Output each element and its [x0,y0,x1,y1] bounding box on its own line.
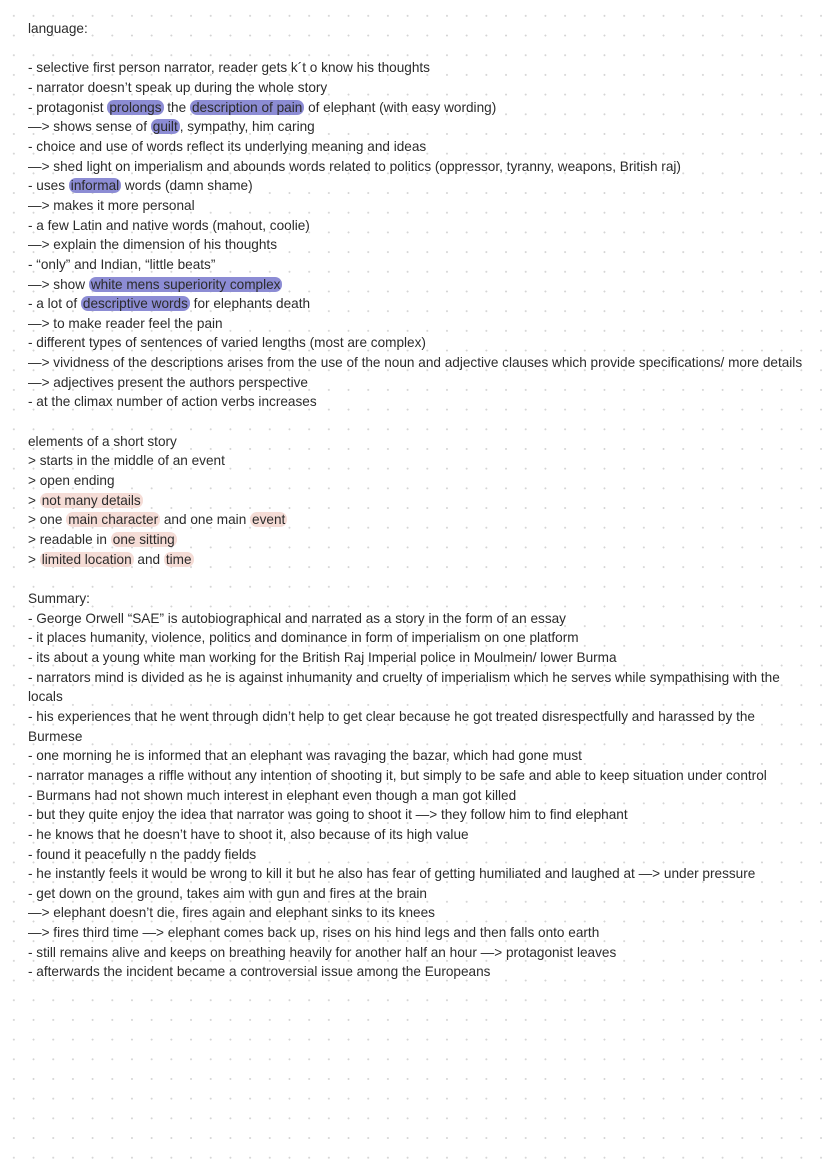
text-segment: - different types of sentences of varied lengths (most are complex) [28,335,426,351]
note-line [28,275,803,295]
text-segment: - a few Latin and native words (mahout, coolie) [28,217,310,233]
note-line [28,903,803,923]
text-segment: - uses [28,178,69,194]
note-line [28,58,803,78]
note-line [28,825,803,845]
note-line [28,491,803,511]
note-line [28,392,803,412]
text-segment: —> vividness of the descriptions arises from the use of the noun and adjective clauses which provide specifications/ more details [28,355,803,371]
highlighted-phrase: guilt [152,119,178,135]
text-segment: > readable in [28,532,111,548]
note-line [28,235,803,255]
text-segment: - he knows that he doesn’t have to shoot it, also because of its high value [28,826,469,842]
text-segment: > [28,551,40,567]
text-segment: - narrators mind is divided as he is against inhumanity and cruelty of imperialism which he serves while sympathising with the locals [28,669,784,705]
text-segment: - choice and use of words reflect its underlying meaning and ideas [28,138,427,154]
text-segment: , sympathy, him caring [179,119,315,135]
text-segment: - one morning he is informed that an elephant was ravaging the bazar, which had gone must [28,748,582,764]
note-line [28,648,803,668]
note-line [28,864,803,884]
note-line [28,117,803,137]
text-segment: - “only” and Indian, “little beats” [28,256,216,272]
note-line [28,766,803,786]
note-line [28,530,803,550]
highlighted-phrase: description of pain [191,99,303,115]
text-segment: —> adjectives present the authors perspective [28,374,308,390]
note-line [28,255,803,275]
text-segment: - still remains alive and keeps on breathing heavily for another half an hour —> protagonist leaves [28,944,617,960]
text-segment: - Burmans had not shown much interest in elephant even though a man got killed [28,787,517,803]
highlighted-phrase: white mens superiority complex [90,276,281,292]
note-line [28,451,803,471]
note-line [28,137,803,157]
short-story-elements-section [28,412,803,569]
text-segment: —> shed light on imperialism and abounds words related to politics (oppressor, tyranny, weapons, British raj) [28,158,681,174]
note-line [28,510,803,530]
text-segment: —> show [28,276,89,292]
text-segment: —> elephant doesn’t die, fires again and elephant sinks to its knees [28,905,435,921]
note-line [28,707,803,746]
highlighted-phrase: informal [70,178,120,194]
note-line [28,845,803,865]
note-line [28,609,803,629]
text-segment: - afterwards the incident became a controversial issue among the Europeans [28,964,491,980]
text-segment: —> makes it more personal [28,197,195,213]
note-line [28,157,803,177]
text-segment: —> to make reader feel the pain [28,315,223,331]
highlighted-phrase: descriptive words [82,296,188,312]
text-segment: Summary: [28,590,90,606]
text-segment: - get down on the ground, takes aim with gun and fires at the brain [28,885,427,901]
blank-line [28,412,803,432]
note-line [28,746,803,766]
language-section [28,19,803,412]
notes-page [28,19,803,982]
highlighted-phrase: one sitting [112,532,175,548]
text-segment: - narrator doesn’t speak up during the whole story [28,79,328,95]
text-segment: —> shows sense of [28,119,151,135]
text-segment: - at the climax number of action verbs increases [28,394,317,410]
note-line [28,333,803,353]
note-line [28,884,803,904]
text-segment: for elephants death [189,296,311,312]
text-segment: - found it peacefully n the paddy fields [28,846,257,862]
text-segment: of elephant (with easy wording) [304,99,497,115]
note-line [28,550,803,570]
text-segment: > open ending [28,473,115,489]
note-line [28,805,803,825]
text-segment: and one main [160,512,251,528]
note-line [28,98,803,118]
highlighted-phrase: prolongs [109,99,162,115]
text-segment: - selective first person narrator, reader gets k´t o know his thoughts [28,60,430,76]
text-segment: and [133,551,164,567]
note-line [28,216,803,236]
note-line [28,373,803,393]
note-line [28,471,803,491]
text-segment: > one [28,512,67,528]
text-segment: - its about a young white man working for the British Raj Imperial police in Moulmein/ lower Burma [28,649,617,665]
text-segment: - a lot of [28,296,81,312]
note-line [28,668,803,707]
note-line [28,432,803,452]
note-line [28,78,803,98]
blank-line [28,569,803,589]
note-line [28,786,803,806]
note-line [28,943,803,963]
note-line [28,589,803,609]
highlighted-phrase: limited location [41,551,132,567]
note-line [28,923,803,943]
text-segment: - George Orwell “SAE” is autobiographical and narrated as a story in the form of an essay [28,610,566,626]
blank-line [28,39,803,59]
highlighted-phrase: not many details [41,492,141,508]
note-line [28,628,803,648]
highlighted-phrase: time [165,551,192,567]
text-segment: - but they quite enjoy the idea that narrator was going to shoot it —> they follow him to find elephant [28,807,628,823]
highlighted-phrase: main character [68,512,159,528]
text-segment: language: [28,21,88,36]
text-segment: —> fires third time —> elephant comes back up, rises on his hind legs and then falls onto earth [28,925,600,941]
note-line [28,196,803,216]
text-segment: —> explain the dimension of his thoughts [28,237,277,253]
note-line [28,353,803,373]
note-line [28,176,803,196]
text-segment: > starts in the middle of an event [28,453,225,469]
note-line [28,294,803,314]
note-line [28,962,803,982]
text-segment: the [163,99,190,115]
text-segment: - his experiences that he went through didn’t help to get clear because he got treated disrespectfully and harassed by the Burmese [28,708,759,744]
note-line [28,314,803,334]
text-segment: - protagonist [28,99,108,115]
summary-section [28,569,803,982]
text-segment: elements of a short story [28,433,177,449]
text-segment: words (damn shame) [121,178,253,194]
text-segment: - he instantly feels it would be wrong to kill it but he also has fear of getting humiliated and laughed at —> under pressure [28,866,756,882]
highlighted-phrase: event [252,512,286,528]
text-segment: - it places humanity, violence, politics and dominance in form of imperialism on one platform [28,630,579,646]
text-segment: - narrator manages a riffle without any intention of shooting it, but simply to be safe and able to keep situation under control [28,767,767,783]
note-line [28,19,803,39]
text-segment: > [28,492,40,508]
